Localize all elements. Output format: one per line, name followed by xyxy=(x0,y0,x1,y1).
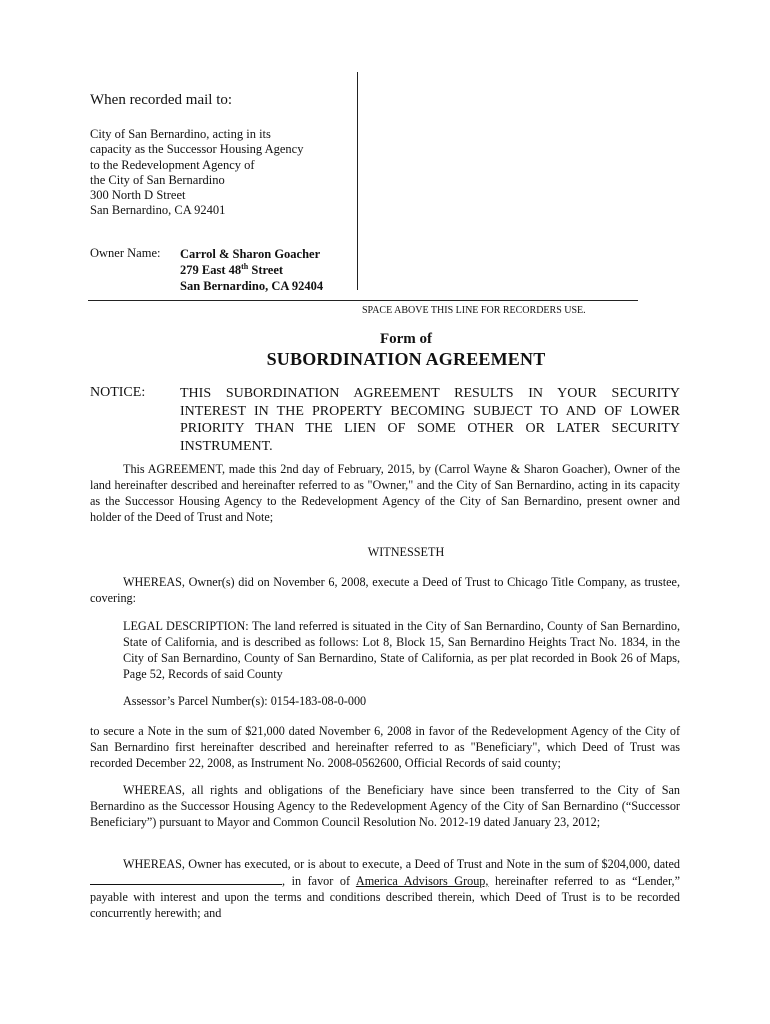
owner-street-type: Street xyxy=(248,263,284,277)
owner-street xyxy=(180,262,323,278)
mail-to-heading: When recorded mail to: xyxy=(90,92,233,108)
owner-info xyxy=(180,246,323,294)
address-line: 300 North D Street xyxy=(90,188,186,203)
recorder-line xyxy=(88,300,638,301)
lender-name: America Advisors Group, xyxy=(355,873,489,888)
whereas-3-text-c: hereinafter referred to as “Lender,” payable with interest and upon the terms and conditions described therein, which Deed of Trust is to be recorded concurrently herewith; and xyxy=(90,873,680,920)
owner-name: Carrol & Sharon Goacher xyxy=(180,247,321,261)
notice-text: THIS SUBORDINATION AGREEMENT RESULTS IN YOUR SECURITY INTEREST IN THE PROPERTY BECOMING SUBJECT TO AND OF LOWER PRIORITY THAN THE LIEN OF SOME OTHER OR LATER SECURITY INSTRUMENT. xyxy=(180,386,680,454)
assessor-parcel-number: Assessor’s Parcel Number(s): 0154-183-08-0-000 xyxy=(123,694,367,708)
date-blank-field xyxy=(90,873,282,885)
address-line: San Bernardino, CA 92401 xyxy=(90,203,226,218)
whereas-paragraph-2: WHEREAS, all rights and obligations of the Beneficiary have since been transferred to the City of San Bernardino as the Successor Housing Agency to the Redevelopment Agency of the City of San Bernardino (“Successor Beneficiary”) pursuant to Mayor and Common Council Resolution No. 2012-19 dated January 23, 2012; xyxy=(90,783,680,829)
whereas-3-text-b: , in favor of xyxy=(282,873,351,888)
owner-street-number: 279 East 48 xyxy=(180,263,242,277)
recorder-note: SPACE ABOVE THIS LINE FOR RECORDERS USE. xyxy=(362,305,586,316)
owner-city-line: San Bernardino, CA 92404 xyxy=(180,279,324,293)
document-title: SUBORDINATION AGREEMENT xyxy=(266,349,546,369)
notice-label: NOTICE: xyxy=(90,385,146,400)
whereas-3-text-a: WHEREAS, Owner has executed, or is about to execute, a Deed of Trust and Note in the sum of $204,000, dated xyxy=(123,857,680,871)
address-line: to the Redevelopment Agency of xyxy=(90,157,255,172)
witnesseth-heading: WITNESSETH xyxy=(367,545,445,559)
ordinal-suffix: th xyxy=(241,261,249,271)
form-of-label: Form of xyxy=(379,331,433,347)
whereas-paragraph-1: WHEREAS, Owner(s) did on November 6, 2008, execute a Deed of Trust to Chicago Title Company, as trustee, covering: xyxy=(90,575,680,605)
address-line: the City of San Bernardino xyxy=(90,172,225,187)
address-line: capacity as the Successor Housing Agency xyxy=(90,142,304,157)
owner-name-label: Owner Name: xyxy=(90,246,161,260)
agreement-paragraph: This AGREEMENT, made this 2nd day of February, 2015, by (Carrol Wayne & Sharon Goacher), Owner of the land hereinafter described and hereinafter referred to as "Owner," and the City of San Bernardino, acting in its capacity as the Successor Housing Agency to the Redevelopment Agency of the City of San Bernardino, present owner and holder of the Deed of Trust and Note; xyxy=(90,462,680,524)
vertical-divider xyxy=(357,72,358,290)
secure-note-paragraph: to secure a Note in the sum of $21,000 dated November 6, 2008 in favor of the Redevelopment Agency of the City of San Bernardino first hereinafter described and hereinafter referred to as "Beneficiary", which Deed of Trust was recorded December 22, 2008, as Instrument No. 2008-0562600, Official Records of said county; xyxy=(90,724,680,770)
address-line: City of San Bernardino, acting in its xyxy=(90,127,271,141)
whereas-paragraph-3 xyxy=(90,857,680,922)
mail-to-address xyxy=(90,127,303,219)
legal-description: LEGAL DESCRIPTION: The land referred is situated in the City of San Bernardino, County of San Bernardino, State of California, and is described as follows: Lot 8, Block 15, San Bernardino Heights Tract No. 1834, in the City of San Bernardino, County of San Bernardino, State of California, as per plat recorded in Book 26 of Maps, Page 52, Records of said County xyxy=(123,619,680,681)
